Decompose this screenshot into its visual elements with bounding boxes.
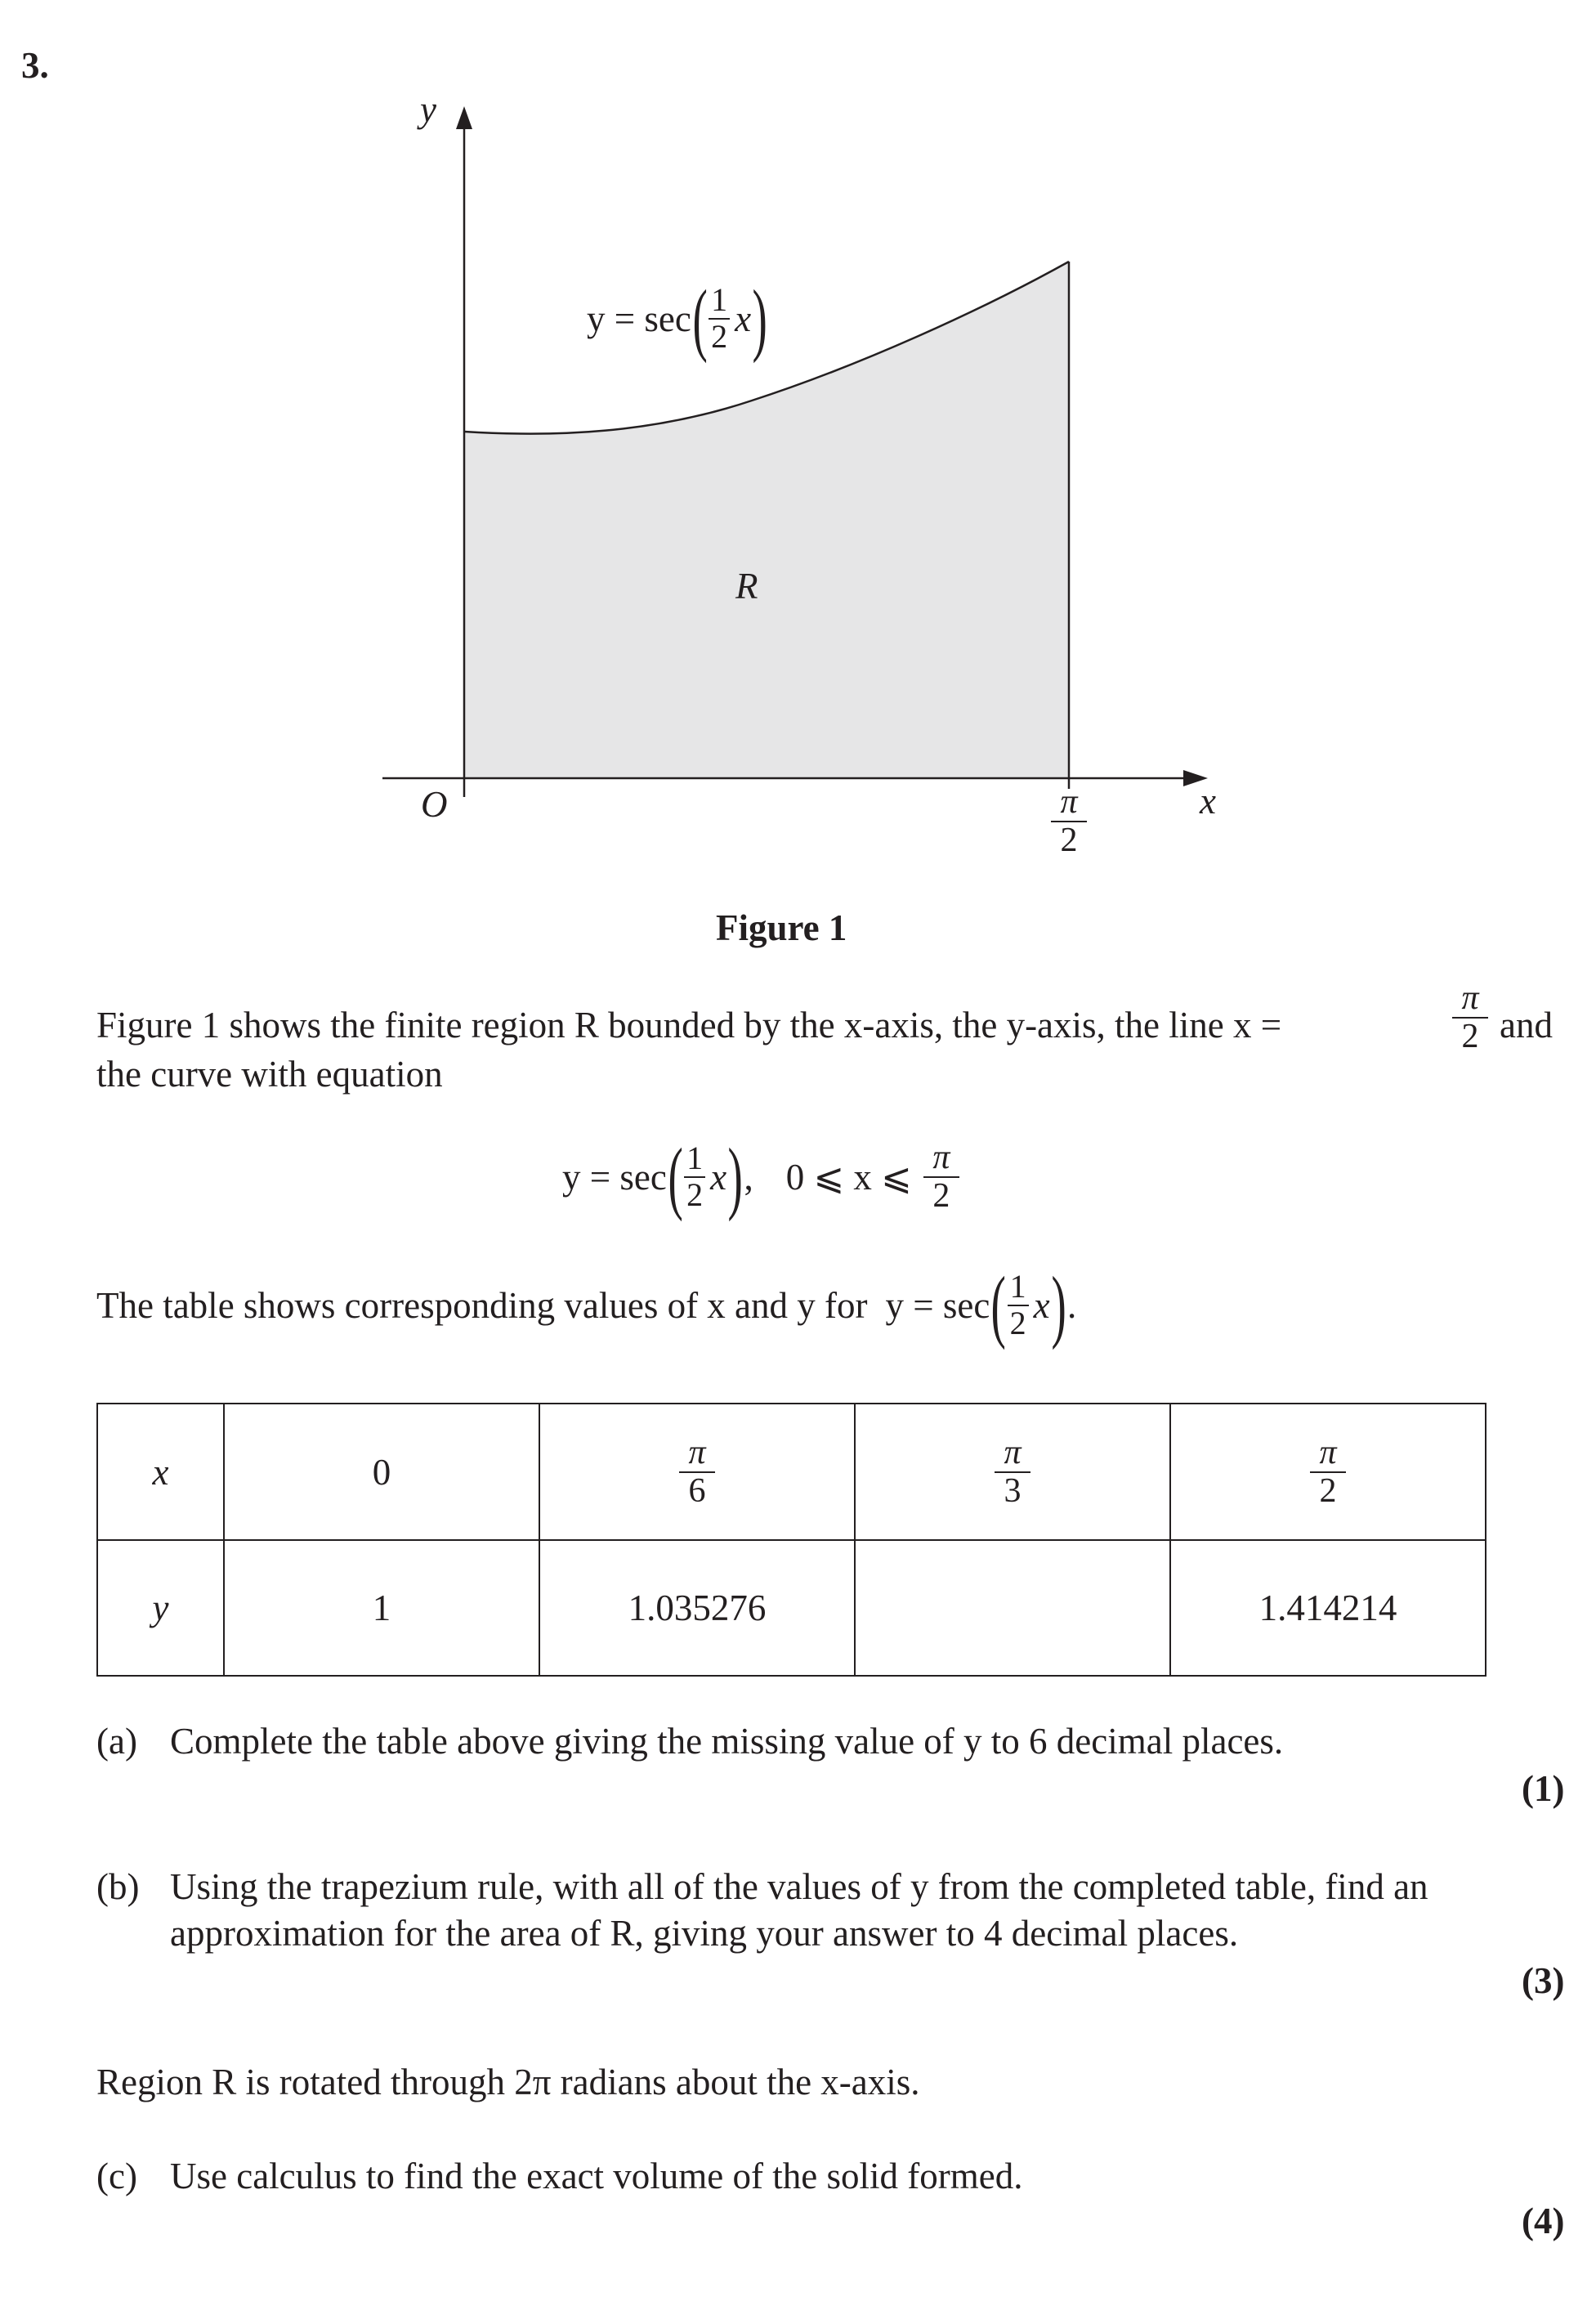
axis-label-x: x (1200, 781, 1216, 822)
part-b-marks: (3) (1522, 1960, 1565, 2001)
curve-label-fraction: $\frac{1}{2}$ (709, 284, 730, 354)
intro-fraction-pi-over-2: $\frac{\pi}{2}$ (1452, 981, 1488, 1054)
table-row-x (97, 1404, 1486, 1540)
origin-label: O (421, 784, 448, 825)
y-axis-arrow (456, 106, 472, 129)
x-tick-pi-over-2: $\frac{\pi}{2}$ (1051, 785, 1087, 858)
part-c-label: (c) (96, 2156, 137, 2196)
table-cell-y-1: 1.035276 (539, 1540, 855, 1676)
equation-range-fraction: $\frac{\pi}{2}$ (923, 1140, 959, 1214)
table-intro-var: x (1033, 1284, 1050, 1326)
equation-var: x (710, 1156, 727, 1198)
values-table (96, 1403, 1486, 1677)
part-a-marks: (1) (1522, 1768, 1565, 1809)
axis-label-y: y (420, 89, 436, 130)
curve-label (587, 270, 768, 368)
part-a-label: (a) (96, 1721, 137, 1762)
part-b-line-1: Using the trapezium rule, with all of the values of y from the completed table, find an (170, 1866, 1428, 1907)
curve-label-var: x (735, 298, 752, 339)
table-cell-x-0: 0 (224, 1404, 539, 1540)
part-b-line-2: approximation for the area of R, giving your answer to 4 decimal places. (170, 1913, 1239, 1954)
question-number: 3. (21, 45, 49, 86)
figure-1-graph (0, 0, 1596, 916)
intro-line-1: Figure 1 shows the finite region R bounded by the x-axis, the y-axis, the line x = (96, 1005, 1282, 1046)
table-cell-x-3: $\frac{\pi}{2}$ (1170, 1404, 1486, 1540)
right-paren-icon: ) (727, 1131, 743, 1222)
part-a-text: Complete the table above giving the missing value of y to 6 decimal places. (170, 1721, 1284, 1762)
intro-and: and (1500, 1005, 1553, 1046)
figure-caption: Figure 1 (716, 907, 847, 948)
table-cell-y-2-blank (855, 1540, 1170, 1676)
curve-label-lhs: y = sec (587, 298, 691, 339)
table-intro-text: The table shows corresponding values of x and y for (96, 1284, 868, 1326)
region-label: R (735, 566, 758, 607)
part-c-text: Use calculus to find the exact volume of the solid formed. (170, 2156, 1023, 2196)
equation-comma: , (744, 1156, 753, 1198)
left-paren-icon: ( (990, 1260, 1007, 1350)
table-intro (96, 1260, 1076, 1350)
equation-fraction: $\frac{1}{2}$ (684, 1142, 705, 1212)
intro-line-2: the curve with equation (96, 1054, 443, 1095)
table-header-y: y (97, 1540, 224, 1676)
table-intro-end: . (1066, 1284, 1077, 1326)
table-intro-eq: y = sec (885, 1284, 990, 1326)
right-paren-icon: ) (752, 273, 767, 364)
table-cell-y-3: 1.414214 (1170, 1540, 1486, 1676)
curve-equation (562, 1128, 959, 1226)
part-c-marks: (4) (1522, 2201, 1565, 2241)
table-intro-fraction: $\frac{1}{2}$ (1008, 1270, 1029, 1341)
right-paren-icon: ) (1051, 1260, 1066, 1350)
rotation-statement: Region R is rotated through 2π radians about the x-axis. (96, 2062, 920, 2102)
equation-range: 0 ⩽ x ⩽ (785, 1156, 912, 1198)
left-paren-icon: ( (692, 273, 708, 364)
table-row-y (97, 1540, 1486, 1676)
table-cell-x-1: $\frac{\pi}{6}$ (539, 1404, 855, 1540)
equation-lhs: y = sec (562, 1156, 667, 1198)
table-header-x: x (97, 1404, 224, 1540)
table-cell-y-0: 1 (224, 1540, 539, 1676)
table-cell-x-2: $\frac{\pi}{3}$ (855, 1404, 1170, 1540)
left-paren-icon: ( (668, 1131, 683, 1222)
part-b-label: (b) (96, 1866, 140, 1907)
